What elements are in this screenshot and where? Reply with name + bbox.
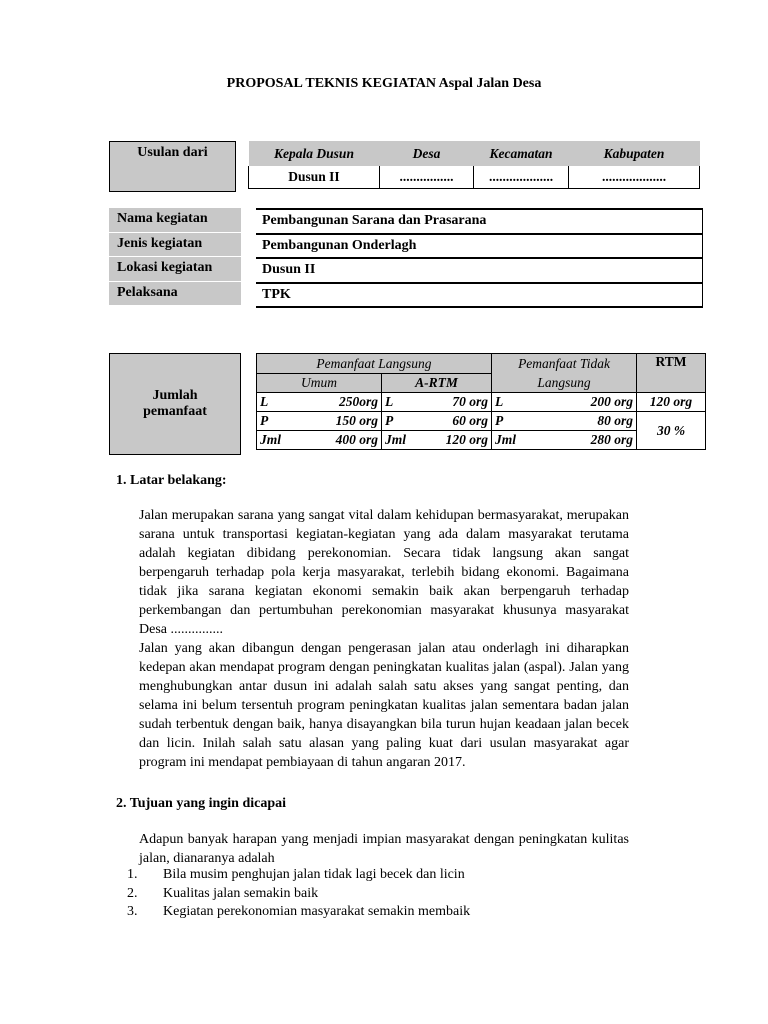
page-title: PROPOSAL TEKNIS KEGIATAN Aspal Jalan Desa: [226, 76, 542, 91]
cell-k2: L: [382, 393, 424, 412]
info-label-lokasi: Lokasi kegiatan: [109, 257, 241, 282]
info-value-nama: Pembangunan Sarana dan Prasarana: [256, 210, 703, 235]
cell-v2: 70 org: [423, 393, 492, 412]
usulan-value-kabupaten: ...................: [569, 166, 700, 189]
section1-paragraph-2: Jalan yang akan dibangun dengan pengerasan jalan atau onderlagh ini diharapkan kedepan akan mendapat program dengan peningkatan kualitas jalan (aspal). Jalan yang menghubungkan antar dusun ini adalah salah satu akses yang sangat penting, dan selama ini belum tersentuh program peningkatan kualitas jalan sementara badan jalan sudah terbentuk dengan baik, hanya disayangkan bila turun hujan keadaan jalan becek dan licin. Inilah salah satu alasan yang paling kuat dari usulan masyarakat agar program ini mendapat pembiayaan di tahun angaran 2017.: [139, 641, 629, 770]
cell-k3: P: [492, 412, 569, 431]
pemanfaat-label-cell: [109, 353, 241, 455]
list-item-text: Bila musim penghujan jalan tidak lagi becek dan licin: [163, 867, 465, 882]
cell-k2: Jml: [382, 431, 424, 450]
usulan-label-cell: [109, 141, 236, 192]
list-item-number: 2.: [127, 885, 138, 901]
list-item-text: Kegiatan perekonomian masyarakat semakin membaik: [163, 904, 471, 919]
header-pemanfaat-tidak: [492, 354, 637, 393]
table-row: [257, 412, 706, 431]
pemanfaat-label-line1: Jumlah: [152, 388, 198, 403]
list-item: [116, 885, 616, 904]
cell-k3: Jml: [492, 431, 569, 450]
list-item-number: 3.: [127, 904, 138, 919]
cell-k1: L: [257, 393, 314, 412]
usulan-header-kecamatan: Kecamatan: [489, 145, 553, 161]
list-item: [116, 903, 616, 922]
cell-rtm: 120 org: [637, 393, 706, 412]
info-value-lokasi: Dusun II: [256, 259, 703, 284]
cell-v2: 120 org: [423, 431, 492, 450]
list-item-text: Kualitas jalan semakin baik: [163, 885, 319, 901]
usulan-value-kecamatan: ...................: [474, 166, 569, 189]
cell-k1: P: [257, 412, 314, 431]
section1-paragraph-1: Jalan merupakan sarana yang sangat vital dalam kehidupan bermasyarakat, merupakan sarana untuk transportasi kegiatan-kegiatan yang ada dalam masyarakat terutama adalah kegiatan dibidang perekonomian. Secara tidak langsung akan sangat berpengaruh terhadap pola kerja masyarakat, terlebih bidang ekonomi. Bagaimana tidak jika sarana kegiatan ekonomi semakin baik akan berpengaruh terhadap perkembangan dan pertumbuhan perekonomian masyarakat khusunya masyarakat Desa ...............: [139, 508, 629, 637]
cell-v3: 200 org: [568, 393, 637, 412]
info-values: [256, 208, 703, 308]
usulan-header-desa: Desa: [412, 145, 441, 161]
cell-v1: 150 org: [313, 412, 382, 431]
info-value-pelaksana: TPK: [256, 284, 703, 309]
list-item: [116, 866, 616, 885]
cell-v3: 280 org: [568, 431, 637, 450]
header-rtm: RTM: [637, 354, 706, 393]
list-item-number: 1.: [127, 867, 138, 882]
cell-k2: P: [382, 412, 424, 431]
info-label-jenis: Jenis kegiatan: [109, 233, 241, 258]
section2-heading: 2. Tujuan yang ingin dicapai: [116, 796, 287, 811]
cell-k3: L: [492, 393, 569, 412]
pemanfaat-label-line2: pemanfaat: [143, 404, 207, 419]
cell-v3: 80 org: [568, 412, 637, 431]
pemanfaat-table: [256, 353, 706, 450]
usulan-table: [248, 141, 700, 189]
usulan-label: Usulan dari: [137, 145, 208, 160]
header-tidak-line1: Pemanfaat Tidak: [518, 356, 610, 371]
info-labels: [109, 208, 241, 306]
section2-paragraph: Adapun banyak harapan yang menjadi impian masyarakat dengan peningkatan kulitas jalan, dianaranya adalah: [139, 832, 629, 866]
header-tidak-line2: Langsung: [537, 375, 591, 390]
section2-list: [116, 866, 616, 922]
usulan-header-kabupaten: Kabupaten: [603, 145, 665, 161]
header-artm: A-RTM: [382, 374, 492, 393]
usulan-value-kepala-dusun: Dusun II: [249, 166, 380, 189]
info-label-nama: Nama kegiatan: [109, 208, 241, 233]
header-umum: Umum: [257, 374, 382, 393]
info-value-jenis: Pembangunan Onderlagh: [256, 235, 703, 260]
section1-body: [139, 506, 629, 772]
cell-rtm-percent: 30 %: [637, 412, 706, 450]
usulan-value-desa: ................: [380, 166, 474, 189]
usulan-header-kepala-dusun: Kepala Dusun: [274, 145, 354, 161]
cell-k1: Jml: [257, 431, 314, 450]
cell-v1: 250org: [313, 393, 382, 412]
info-label-pelaksana: Pelaksana: [109, 282, 241, 307]
section1-heading: 1. Latar belakang:: [116, 473, 227, 488]
cell-v2: 60 org: [423, 412, 492, 431]
header-pemanfaat-langsung: Pemanfaat Langsung: [257, 354, 492, 374]
table-row: [257, 393, 706, 412]
cell-v1: 400 org: [313, 431, 382, 450]
section2-body: [139, 830, 629, 868]
